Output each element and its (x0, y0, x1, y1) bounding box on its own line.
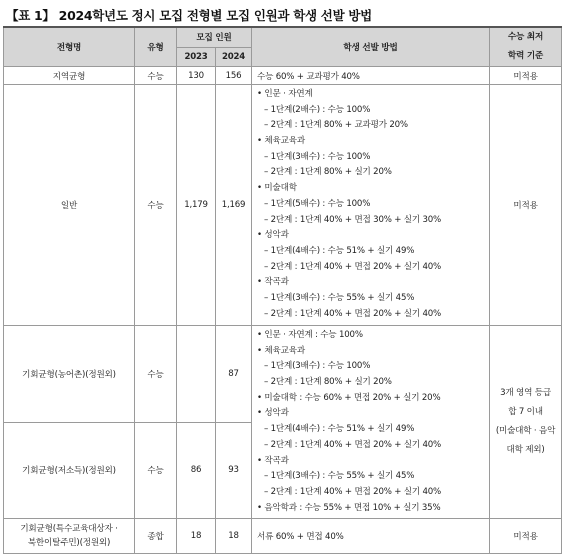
method-line: • 미술대학 : 수능 60% + 면접 20% + 실기 20% (257, 392, 441, 403)
cell-2024: 18 (216, 519, 252, 554)
method-line: – 1단계(2배수) : 수능 100% (264, 104, 371, 115)
cell-minimum: 미적용 (490, 67, 562, 85)
method-line: – 1단계(3배수) : 수능 55% + 실기 45% (264, 471, 415, 482)
cell-2023: 1,179 (177, 85, 216, 326)
table-row-rural (4, 326, 562, 423)
cell-name: 일반 (4, 85, 135, 326)
header-quota: 모집 인원 (177, 27, 252, 47)
method-line: – 1단계(5배수) : 수능 100% (264, 198, 371, 209)
table-title: 【표 1】 2024학년도 정시 모집 전형별 모집 인원과 학생 선발 방법 (6, 8, 372, 23)
method-line: • 인문 · 자연계 : 수능 100% (257, 330, 363, 340)
method-line: – 2단계 : 1단계 80% + 교과평가 20% (264, 120, 408, 131)
cell-name: 지역균형 (4, 67, 135, 85)
admission-table (3, 26, 562, 554)
cell-2024: 87 (216, 326, 252, 423)
table-row-regional (4, 67, 562, 85)
cell-name: 기회균형(저소득)(정원외) (4, 422, 135, 519)
cell-category: 수능 (135, 422, 177, 519)
minimum-line: 대학 제외) (506, 445, 545, 456)
cell-method: 서류 60% + 면접 40% (252, 519, 490, 554)
cell-category: 수능 (135, 326, 177, 423)
cell-name: 기회균형(농어촌)(정원외) (4, 326, 135, 423)
name-line: 북한이탈주민)(정원외) (27, 538, 111, 549)
method-line: – 1단계(4배수) : 수능 51% + 실기 49% (264, 424, 415, 435)
cell-2023: 86 (177, 422, 216, 519)
method-line: – 1단계(4배수) : 수능 51% + 실기 49% (264, 245, 415, 256)
cell-minimum: 미적용 (490, 85, 562, 326)
header-method: 학생 선발 방법 (252, 27, 490, 67)
method-line: – 1단계(3배수) : 수능 100% (264, 151, 371, 162)
method-line: • 성악과 (257, 408, 289, 419)
method-line: – 2단계 : 1단계 40% + 면접 20% + 실기 40% (264, 261, 441, 272)
method-line: • 음악학과 : 수능 55% + 면접 10% + 실기 35% (257, 502, 441, 513)
header-minimum-line2: 학력 기준 (507, 51, 544, 61)
header-category: 유형 (135, 27, 177, 67)
cell-name (4, 519, 135, 554)
method-line: – 1단계(3배수) : 수능 100% (264, 361, 371, 372)
method-line: • 체육교육과 (257, 136, 305, 147)
cell-minimum: 미적용 (490, 519, 562, 554)
table-row-general (4, 85, 562, 326)
minimum-line: 합 7 이내 (508, 407, 543, 418)
method-line: • 체육교육과 (257, 345, 305, 356)
method-line: – 1단계(3배수) : 수능 55% + 실기 45% (264, 292, 415, 303)
method-line: – 2단계 : 1단계 40% + 면접 20% + 실기 40% (264, 308, 441, 319)
method-line: • 작곡과 (257, 455, 289, 466)
minimum-line: 3개 영역 등급 (500, 388, 551, 399)
header-type: 전형명 (4, 27, 135, 67)
method-line: • 작곡과 (257, 277, 289, 288)
method-line: – 2단계 : 1단계 40% + 면접 20% + 실기 40% (264, 439, 441, 450)
method-line: • 미술대학 (257, 183, 297, 194)
cell-category: 수능 (135, 67, 177, 85)
method-line: – 2단계 : 1단계 40% + 면접 20% + 실기 40% (264, 486, 441, 497)
cell-methods-shared (252, 326, 490, 519)
method-line: – 2단계 : 1단계 80% + 실기 20% (264, 167, 392, 178)
cell-2024: 93 (216, 422, 252, 519)
method-line: • 성악과 (257, 230, 289, 241)
cell-2023 (177, 326, 216, 423)
method-line: – 2단계 : 1단계 40% + 면접 30% + 실기 30% (264, 214, 441, 225)
cell-category: 종합 (135, 519, 177, 554)
method-line: • 인문 · 자연계 (257, 89, 313, 99)
cell-2023: 18 (177, 519, 216, 554)
cell-2024: 156 (216, 67, 252, 85)
cell-methods (252, 85, 490, 326)
cell-method: 수능 60% + 교과평가 40% (252, 67, 490, 85)
cell-minimum-shared (490, 326, 562, 519)
header-2024: 2024 (216, 47, 252, 66)
minimum-line: (미술대학 · 음악 (495, 426, 556, 437)
cell-2023: 130 (177, 67, 216, 85)
header-minimum (490, 27, 562, 67)
method-line: – 2단계 : 1단계 80% + 실기 20% (264, 377, 392, 388)
header-minimum-line1: 수능 최저 (507, 32, 544, 42)
table-row-special (4, 519, 562, 554)
cell-2024: 1,169 (216, 85, 252, 326)
header-2023: 2023 (177, 47, 216, 66)
name-line: 기회균형(특수교육대상자 · (20, 524, 118, 535)
cell-category: 수능 (135, 85, 177, 326)
